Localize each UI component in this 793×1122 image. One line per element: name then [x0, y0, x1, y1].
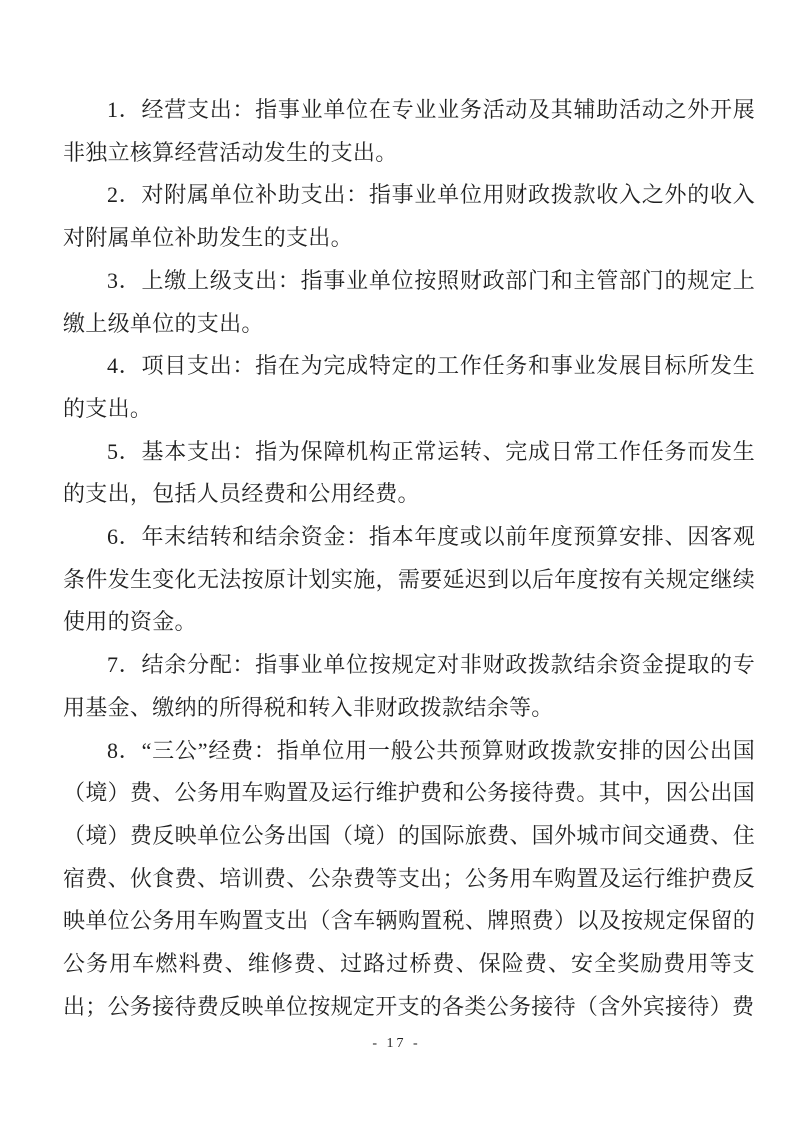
paragraph-year-end-carryover: 6．年末结转和结余资金：指本年度或以前年度预算安排、因客观条件发生变化无法按原计划实施，需要延迟到以后年度按有关规定继续使用的资金。: [63, 524, 755, 635]
paragraph-payment-to-superior: 3．上缴上级支出：指事业单位按照财政部门和主管部门的规定上缴上级单位的支出。: [63, 267, 755, 336]
paragraph-operating-expenditure: 1．经营支出：指事业单位在专业业务活动及其辅助活动之外开展非独立核算经营活动发生的支出。: [63, 97, 755, 165]
paragraph-project-expenditure: 4．项目支出：指在为完成特定的工作任务和事业发展目标所发生的支出。: [63, 353, 755, 421]
document-body: [63, 89, 755, 1028]
paragraph-subsidy-to-affiliates: 2．对附属单位补助支出：指事业单位用财政拨款收入之外的收入对附属单位补助发生的支出。: [63, 182, 755, 251]
paragraph-basic-expenditure: 5．基本支出：指为保障机构正常运转、完成日常工作任务而发生的支出，包括人员经费和公用经费。: [63, 438, 755, 507]
page-number: - 17 -: [372, 1036, 421, 1051]
paragraph-surplus-distribution: 7．结余分配：指事业单位按规定对非财政拨款结余资金提取的专用基金、缴纳的所得税和转入非财政拨款结余等。: [63, 652, 755, 720]
page-footer: [0, 1034, 793, 1052]
paragraph-three-public-expenses: 8．“三公”经费：指单位用一般公共预算财政拨款安排的因公出国（境）费、公务用车购置及运行维护费和公务接待费。其中，因公出国（境）费反映单位公务出国（境）的国际旅费、国外城市间交通费、住宿费、伙食费、培训费、公杂费等支出；公务用车购置及运行维护费反映单位公务用车购置支出（含车辆购置税、牌照费）以及按规定保留的公务用车燃料费、维修费、过路过桥费、保险费、安全奖励费用等支出；公务接待费反映单位按规定开支的各类公务接待（含外宾接待）费: [63, 737, 755, 1019]
